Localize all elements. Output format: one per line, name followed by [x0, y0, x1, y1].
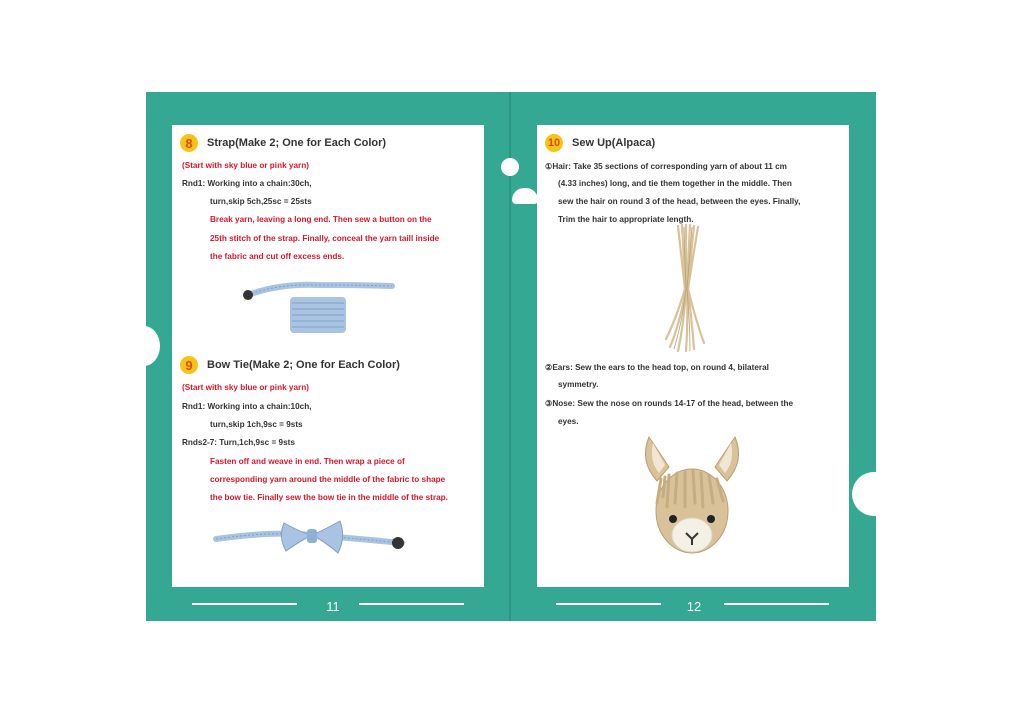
- step-number-badge: 8: [180, 134, 198, 152]
- note-line: corresponding yarn around the middle of the fabric to shape: [210, 475, 446, 484]
- instruction-line: Rnds2-7: Turn,1ch,9sc = 9sts: [182, 438, 295, 447]
- strap-image: [240, 275, 400, 345]
- ears-instruction-line: symmetry.: [558, 380, 599, 389]
- footer-rule: [556, 603, 661, 605]
- footer-rule: [724, 603, 829, 605]
- note-line: the bow tie. Finally sew the bow tie in the middle of the strap.: [210, 493, 448, 502]
- note-line: the fabric and cut off excess ends.: [210, 252, 345, 261]
- bow-tie-image: [212, 509, 412, 561]
- footer-rule: [192, 603, 297, 605]
- page-number: 11: [326, 599, 340, 614]
- page-number: 12: [686, 599, 702, 614]
- alpaca-head-image: [635, 431, 749, 561]
- instruction-line: Rnd1: Working into a chain:30ch,: [182, 179, 312, 188]
- step-number-badge: 9: [180, 356, 198, 374]
- footer-rule: [359, 603, 464, 605]
- nose-instruction-line: eyes.: [558, 417, 579, 426]
- left-content-panel: [172, 125, 484, 587]
- start-note: (Start with sky blue or pink yarn): [182, 383, 309, 392]
- ears-instruction-line: ②Ears: Sew the ears to the head top, on round 4, bilateral: [545, 363, 769, 372]
- section-9-header: [180, 356, 400, 374]
- nose-instruction-line: ③Nose: Sew the nose on rounds 14-17 of the head, between the: [545, 399, 794, 408]
- instruction-line: Rnd1: Working into a chain:10ch,: [182, 402, 312, 411]
- cloud-decoration: [512, 188, 538, 204]
- hair-instruction-line: sew the hair on round 3 of the head, between the eyes. Finally,: [558, 197, 801, 206]
- section-title: Strap(Make 2; One for Each Color): [207, 137, 387, 149]
- instruction-line: turn,skip 5ch,25sc = 25sts: [210, 197, 312, 206]
- section-10-header: [545, 134, 655, 152]
- booklet-spread: [146, 92, 876, 621]
- note-line: 25th stitch of the strap. Finally, conceal the yarn taill inside: [210, 234, 440, 243]
- cloud-decoration: [128, 326, 160, 366]
- yarn-bundle-image: [662, 223, 712, 353]
- step-number-badge: 10: [545, 134, 563, 152]
- note-line: Fasten off and weave in end. Then wrap a piece of: [210, 457, 405, 466]
- start-note: (Start with sky blue or pink yarn): [182, 161, 309, 170]
- section-8-header: [180, 134, 386, 152]
- section-title: Sew Up(Alpaca): [572, 137, 656, 149]
- hair-instruction-line: (4.33 inches) long, and tie them together in the middle. Then: [558, 179, 792, 188]
- note-line: Break yarn, leaving a long end. Then sew a button on the: [210, 215, 432, 224]
- hair-instruction-line: ①Hair: Take 35 sections of corresponding yarn of about 11 cm: [545, 162, 787, 171]
- cloud-decoration: [501, 158, 519, 176]
- section-title: Bow Tie(Make 2; One for Each Color): [207, 359, 400, 371]
- right-content-panel: [537, 125, 849, 587]
- hair-instruction-line: Trim the hair to appropriate length.: [558, 215, 694, 224]
- instruction-line: turn,skip 1ch,9sc = 9sts: [210, 420, 303, 429]
